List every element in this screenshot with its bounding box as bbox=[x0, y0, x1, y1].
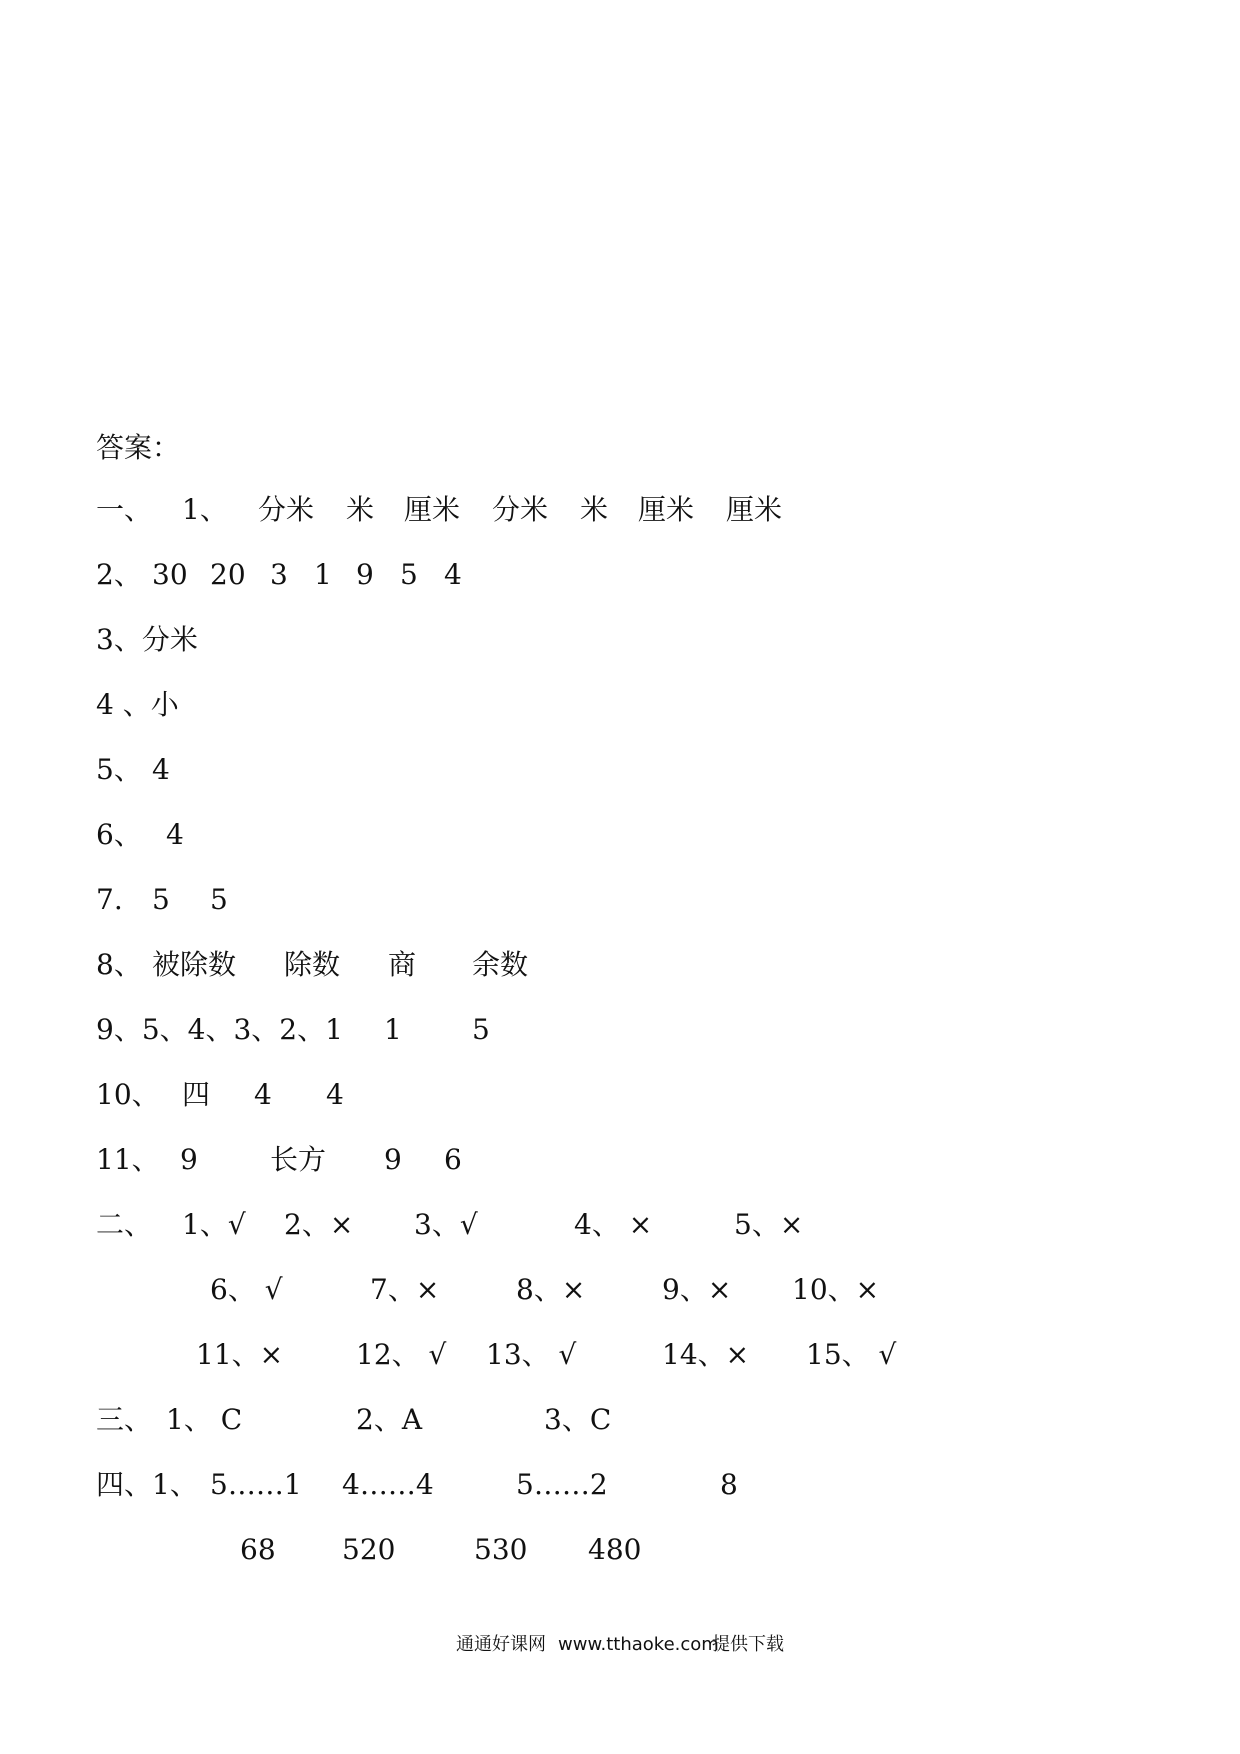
answer-item: 5 bbox=[472, 1013, 490, 1046]
answer-item: 1 bbox=[384, 1013, 402, 1046]
answer-item: 6、 bbox=[96, 818, 142, 851]
answer-item: 4 、小 bbox=[96, 688, 179, 721]
answer-item: 1、 bbox=[182, 493, 228, 526]
answer-line-14 bbox=[0, 1335, 1240, 1375]
footer-url[interactable]: www.tthaoke.com bbox=[558, 1634, 719, 1655]
answer-item: 8、× bbox=[516, 1273, 586, 1306]
answer-item: 5、× bbox=[734, 1208, 804, 1241]
page-footer bbox=[0, 1630, 1240, 1660]
answer-item: 4 bbox=[254, 1078, 272, 1111]
answer-item: 四 bbox=[182, 1078, 211, 1111]
answer-item: 余数 bbox=[472, 948, 529, 981]
answer-line-6 bbox=[0, 815, 1240, 855]
answer-item: 5……1 bbox=[210, 1468, 302, 1501]
answer-item: 3、C bbox=[544, 1403, 612, 1436]
answer-item: 5、 bbox=[96, 753, 142, 786]
answer-item: 10、 bbox=[96, 1078, 160, 1111]
answers-title: 答案： bbox=[96, 431, 181, 464]
answer-item: 4 bbox=[166, 818, 184, 851]
answer-item: 4 bbox=[326, 1078, 344, 1111]
answer-item: 11、 bbox=[96, 1143, 160, 1176]
answer-item: 5 bbox=[400, 558, 418, 591]
answer-item: 米 bbox=[346, 493, 375, 526]
answer-item: 2、 bbox=[96, 558, 142, 591]
answer-item: 9 bbox=[384, 1143, 402, 1176]
answer-item: 5……2 bbox=[516, 1468, 608, 1501]
answer-line-11 bbox=[0, 1140, 1240, 1180]
answer-item: 6 bbox=[444, 1143, 462, 1176]
answer-line-1 bbox=[0, 490, 1240, 530]
answer-item: 商 bbox=[388, 948, 417, 981]
answer-item: 2、× bbox=[284, 1208, 354, 1241]
answer-item: 二、 bbox=[96, 1208, 153, 1241]
answer-item: 530 bbox=[474, 1533, 528, 1566]
answer-line-17 bbox=[0, 1530, 1240, 1570]
footer-site-name: 通通好课网 bbox=[456, 1634, 546, 1655]
answer-item: 除数 bbox=[284, 948, 341, 981]
answer-item: 7. bbox=[96, 883, 123, 916]
answer-item: 8、 bbox=[96, 948, 142, 981]
answer-item: 厘米 bbox=[404, 493, 461, 526]
answer-item: 3 bbox=[270, 558, 288, 591]
answer-item: 4……4 bbox=[342, 1468, 434, 1501]
answer-item: 1、√ bbox=[182, 1208, 246, 1241]
answer-item: 10、× bbox=[792, 1273, 880, 1306]
answer-item: 15、 √ bbox=[806, 1338, 897, 1371]
answer-item: 12、 √ bbox=[356, 1338, 447, 1371]
answers-title-line bbox=[0, 428, 1240, 468]
answer-line-8 bbox=[0, 945, 1240, 985]
answer-line-4 bbox=[0, 685, 1240, 725]
answer-line-5 bbox=[0, 750, 1240, 790]
answer-item: 被除数 bbox=[152, 948, 237, 981]
answer-item: 5 bbox=[152, 883, 170, 916]
answer-item: 分米 bbox=[258, 493, 315, 526]
answer-line-9 bbox=[0, 1010, 1240, 1050]
footer-suffix: 提供下载 bbox=[712, 1634, 784, 1655]
answer-item: 米 bbox=[580, 493, 609, 526]
answer-item: 480 bbox=[588, 1533, 642, 1566]
answer-item: 3、分米 bbox=[96, 623, 198, 656]
answer-line-16 bbox=[0, 1465, 1240, 1505]
answer-line-3 bbox=[0, 620, 1240, 660]
answer-item: 7、× bbox=[370, 1273, 440, 1306]
answer-item: 四、1、 bbox=[96, 1468, 198, 1501]
answer-item: 3、√ bbox=[414, 1208, 478, 1241]
answer-item: 三、 bbox=[96, 1403, 153, 1436]
answer-item: 14、× bbox=[662, 1338, 750, 1371]
answer-item: 长方 bbox=[270, 1143, 327, 1176]
answer-item: 4 bbox=[444, 558, 462, 591]
answer-item: 1 bbox=[314, 558, 332, 591]
answer-item: 一、 bbox=[96, 493, 153, 526]
answer-item: 9 bbox=[180, 1143, 198, 1176]
answer-item: 分米 bbox=[492, 493, 549, 526]
answer-item: 13、 √ bbox=[486, 1338, 577, 1371]
answer-item: 5 bbox=[210, 883, 228, 916]
answer-item: 厘米 bbox=[726, 493, 783, 526]
answer-item: 20 bbox=[210, 558, 246, 591]
answer-item: 520 bbox=[342, 1533, 396, 1566]
answer-line-2 bbox=[0, 555, 1240, 595]
answer-item: 4 bbox=[152, 753, 170, 786]
answer-line-10 bbox=[0, 1075, 1240, 1115]
answer-item: 9、× bbox=[662, 1273, 732, 1306]
answer-line-15 bbox=[0, 1400, 1240, 1440]
answer-item: 1、 C bbox=[166, 1403, 243, 1436]
answer-item: 厘米 bbox=[638, 493, 695, 526]
answer-item: 6、 √ bbox=[210, 1273, 283, 1306]
answer-item: 11、× bbox=[196, 1338, 284, 1371]
answer-item: 68 bbox=[240, 1533, 276, 1566]
answer-line-13 bbox=[0, 1270, 1240, 1310]
answer-line-7 bbox=[0, 880, 1240, 920]
answer-line-12 bbox=[0, 1205, 1240, 1245]
answer-item: 8 bbox=[720, 1468, 738, 1501]
answer-item: 9、5、4、3、2、1 bbox=[96, 1013, 343, 1046]
answer-item: 9 bbox=[356, 558, 374, 591]
answer-item: 30 bbox=[152, 558, 188, 591]
answer-item: 4、 × bbox=[574, 1208, 653, 1241]
answer-item: 2、A bbox=[356, 1403, 423, 1436]
